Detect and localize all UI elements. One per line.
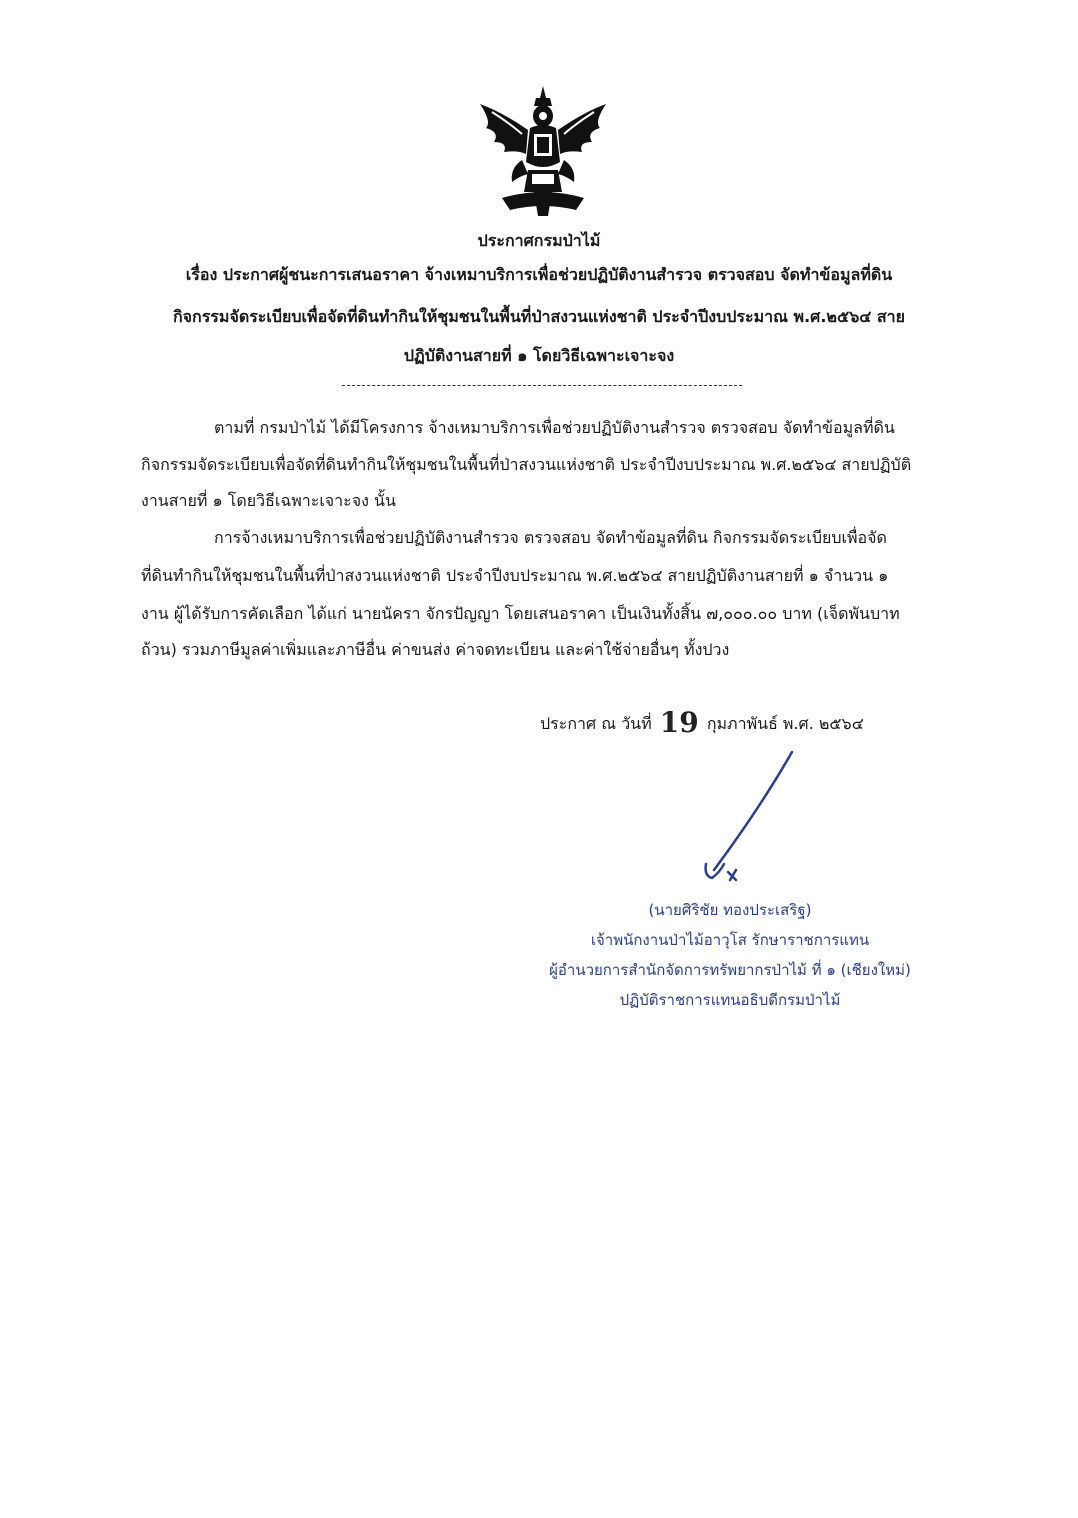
subject-line-2: กิจกรรมจัดระเบียบเพื่อจัดที่ดินทำกินให้ชุมชนในพื้นที่ป่าสงวนแห่งชาติ ประจำปีงบประมาณ พ.ศ.๒๕๖๔ สาย (172, 307, 906, 326)
divider (342, 385, 742, 386)
paragraph2-line-4: ถ้วน) รวมภาษีมูลค่าเพิ่มและภาษีอื่น ค่าขนส่ง ค่าจดทะเบียน และค่าใช้จ่ายอื่นๆ ทั้งปวง (141, 640, 730, 659)
signatory-title-3: ปฏิบัติราชการแทนอธิบดีกรมป่าไม้ (619, 991, 841, 1009)
signatory-title-2: ผู้อำนวยการสำนักจัดการทรัพยากรป่าไม้ ที่ ๑ (เชียงใหม่) (549, 961, 911, 979)
paragraph2-line-1: การจ้างเหมาบริการเพื่อช่วยปฏิบัติงานสำรวจ ตรวจสอบ จัดทำข้อมูลที่ดิน กิจกรรมจัดระเบียบเพื่อจัด (214, 528, 887, 547)
paragraph1-line-3: งานสายที่ ๑ โดยวิธีเฉพาะเจาะจง นั้น (141, 491, 396, 510)
paragraph2-line-3: งาน ผู้ได้รับการคัดเลือก ได้แก่ นายนัครา จักรปัญญา โดยเสนอราคา เป็นเงินทั้งสิ้น ๗,๐๐๐.๐๐ บาท (เจ็ดพันบาท (141, 604, 900, 623)
agency-title: ประกาศกรมป่าไม้ (477, 231, 601, 250)
signatory-name: (นายศิริชัย ทองประเสริฐ) (648, 901, 812, 919)
garuda-emblem-icon (472, 82, 614, 218)
signatory-title-1: เจ้าพนักงานป่าไม้อาวุโส รักษาราชการแทน (590, 931, 870, 949)
announcement-date (540, 706, 864, 739)
date-prefix: ประกาศ ณ วันที่ (540, 714, 652, 733)
subject-line-1: เรื่อง ประกาศผู้ชนะการเสนอราคา จ้างเหมาบริการเพื่อช่วยปฏิบัติงานสำรวจ ตรวจสอบ จัดทำข้อมูลที่ดิน (185, 265, 893, 284)
paragraph1-line-2: กิจกรรมจัดระเบียบเพื่อจัดที่ดินทำกินให้ชุมชนในพื้นที่ป่าสงวนแห่งชาติ ประจำปีงบประมาณ พ.ศ.๒๕๖๔ สายปฏิบัติ (141, 455, 912, 474)
date-day: 19 (659, 706, 699, 739)
paragraph1-line-1: ตามที่ กรมป่าไม้ ได้มีโครงการ จ้างเหมาบริการเพื่อช่วยปฏิบัติงานสำรวจ ตรวจสอบ จัดทำข้อมูลที่ดิน (214, 418, 895, 437)
subject-line-3: ปฏิบัติงานสายที่ ๑ โดยวิธีเฉพาะเจาะจง (403, 346, 675, 365)
date-suffix: กุมภาพันธ์ พ.ศ. ๒๕๖๔ (706, 714, 864, 733)
paragraph2-line-2: ที่ดินทำกินให้ชุมชนในพื้นที่ป่าสงวนแห่งชาติ ประจำปีงบประมาณ พ.ศ.๒๕๖๔ สายปฏิบัติงานสายที่ ๑ จำนวน ๑ (141, 566, 889, 585)
signature-icon (690, 748, 810, 888)
